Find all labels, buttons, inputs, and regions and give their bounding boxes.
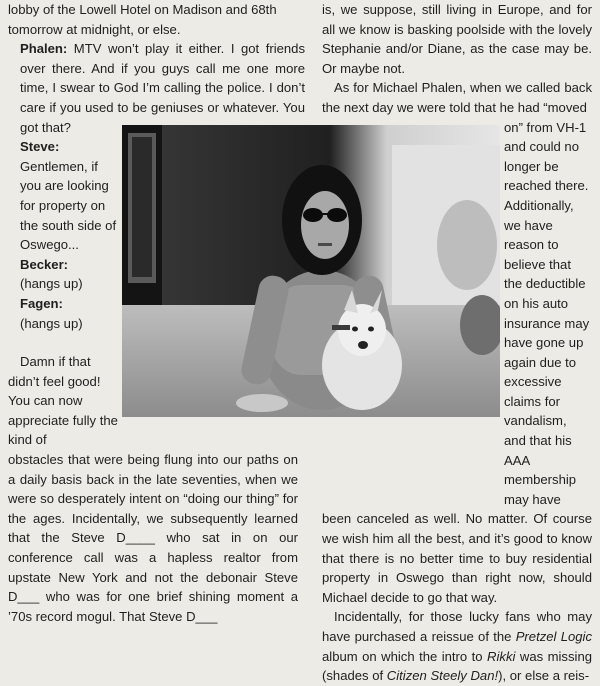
speech-text: (hangs up) [20,315,83,331]
narrow-dialogue [20,137,122,333]
paragraph-phalen-wide: been canceled as well. No matter. Of course we wish him all the best, and it’s good to know that there is no better time to buy residential property in Oswego than right now, should Michael decide to go that way. [322,511,592,605]
speaker-phalen: Phalen: [20,41,68,57]
right-column [322,0,592,686]
text-run: was missing (shades of [322,648,593,684]
album-title: Pretzel Logic [515,629,592,644]
text-line: tomorrow at midnight, or else. [8,21,181,37]
text-run: Incidentally, for those lucky fans who may have purchased a reissue of the [322,609,592,644]
speaker-becker: Becker: [20,256,69,272]
text-line: lobby of the Lowell Hotel on Madison and 68th [8,2,277,17]
song-title: Rikki [487,648,516,664]
phalen-speech [8,39,305,137]
damn-paragraph-narrow: Damn if that didn’t feel good! You can now appreciate fully the kind of [8,354,118,448]
speech-text: Gentlemen, if you are looking for property on the south side of Oswego... [20,158,117,253]
speaker-steve: Steve: [20,139,60,155]
paragraph-phalen-start: As for Michael Phalen, when we called back the next day we were told that he had “moved [322,80,592,115]
paragraph-fans [322,607,592,685]
paragraph-phalen-narrow: on” from VH-1 and could no longer be reached there. Additionally, we have reason to believe that the deductible on his auto insurance may have gone up again due to excessive claims for vandalism, and that his AAA membership may have [504,119,590,507]
steve-speech [20,137,122,255]
speech-text: (hangs up) [20,276,83,292]
text-run: ), or else a reis- [498,668,590,684]
album-reference: Citizen Steely Dan! [386,668,499,684]
speaker-fagen: Fagen: [20,295,63,311]
speech-text: MTV won’t play it either. I got friends over there. And if you guys call me one more time, I swear to God I’m calling the police. I don’t care if you used to be geniuses or whatever. You got that? [20,41,305,135]
text-run: album on which the intro to [322,648,488,664]
paragraph-europe: is, we suppose, still living in Europe, and for all we know is basking poolside with the lovely Stephanie and/or Diane, as the case may be. Or maybe not. [322,2,592,76]
damn-paragraph-wide: obstacles that were being flung into our paths on a daily basis back in the late seventies, when we were so desperately intent on “doing our thing” for the ages. Incidentally, we subsequently learned that the Steve D____ who sat in on our conference call was a hapless realtor from upstate New York and not the debonair Steve D___ who was for one brief shining moment a ’70s record mogul. That Steve D___ [8,452,298,624]
